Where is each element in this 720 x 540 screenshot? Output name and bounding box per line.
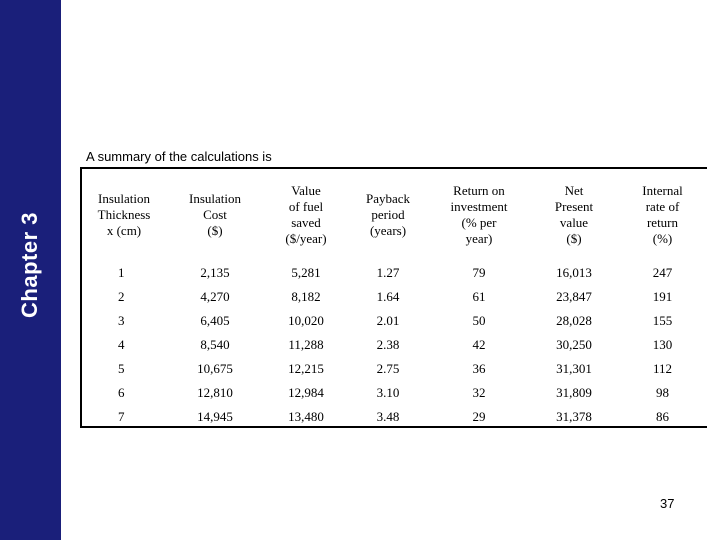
cell-fuel-saved: 12,984: [288, 385, 324, 400]
cell-fuel-saved: 8,182: [291, 289, 321, 304]
cell-npv: 28,028: [556, 313, 592, 328]
table-header-row: [82, 169, 707, 261]
header-fuel-saved: Value of fuel saved ($/year): [285, 183, 327, 246]
cell-thickness: 2: [118, 289, 125, 304]
table-row: [82, 333, 707, 357]
header-npv: Net Present value ($): [554, 183, 594, 246]
cell-roi: 50: [472, 313, 486, 328]
table-row: [82, 261, 707, 285]
table-row: [82, 309, 707, 333]
cell-npv: 16,013: [556, 265, 592, 280]
cell-cost: 4,270: [200, 289, 230, 304]
cell-npv: 31,301: [556, 361, 592, 376]
cell-thickness: 3: [118, 313, 125, 328]
cell-npv: 31,809: [556, 385, 592, 400]
cell-roi: 61: [472, 289, 486, 304]
cell-thickness: 4: [118, 337, 125, 352]
cell-payback: 2.38: [376, 337, 400, 352]
cell-irr: 191: [652, 289, 673, 304]
cell-fuel-saved: 10,020: [288, 313, 324, 328]
table-row: [82, 285, 707, 309]
cell-fuel-saved: 13,480: [288, 409, 324, 424]
cell-cost: 8,540: [200, 337, 230, 352]
header-thickness: Insulation Thickness x (cm): [97, 191, 151, 238]
cell-fuel-saved: 11,288: [288, 337, 324, 352]
cell-roi: 36: [472, 361, 486, 376]
cell-cost: 6,405: [200, 313, 230, 328]
results-table: [82, 169, 707, 429]
sidebar: [0, 0, 61, 540]
cell-roi: 42: [472, 337, 486, 352]
cell-cost: 10,675: [197, 361, 233, 376]
cell-payback: 2.01: [376, 313, 400, 328]
chapter-label: Chapter 3: [17, 212, 42, 318]
cell-payback: 3.10: [376, 385, 400, 400]
cell-payback: 1.64: [376, 289, 400, 304]
cell-irr: 130: [652, 337, 673, 352]
cell-thickness: 6: [118, 385, 125, 400]
cell-irr: 112: [652, 361, 673, 376]
header-payback: Payback period (years): [365, 191, 411, 238]
cell-payback: 2.75: [376, 361, 400, 376]
cell-irr: 98: [656, 385, 669, 400]
cell-cost: 12,810: [197, 385, 233, 400]
cell-thickness: 7: [118, 409, 125, 424]
cell-roi: 29: [472, 409, 486, 424]
cell-cost: 14,945: [197, 409, 233, 424]
cell-payback: 3.48: [376, 409, 400, 424]
cell-thickness: 5: [118, 361, 125, 376]
cell-irr: 155: [652, 313, 673, 328]
cell-npv: 31,378: [556, 409, 592, 424]
header-cost: Insulation Cost ($): [189, 191, 241, 238]
header-roi: Return on investment (% per year): [450, 183, 508, 246]
cell-fuel-saved: 12,215: [288, 361, 324, 376]
cell-payback: 1.27: [376, 265, 400, 280]
table-row: [82, 381, 707, 405]
cell-cost: 2,135: [200, 265, 230, 280]
cell-roi: 32: [472, 385, 486, 400]
cell-npv: 30,250: [556, 337, 592, 352]
cell-irr: 86: [656, 409, 669, 424]
cell-roi: 79: [472, 265, 486, 280]
header-irr: Internal rate of return (%): [642, 183, 683, 246]
cell-irr: 247: [652, 265, 673, 280]
cell-thickness: 1: [118, 265, 125, 280]
summary-text: A summary of the calculations is: [86, 149, 272, 164]
cell-npv: 23,847: [556, 289, 592, 304]
table-row: [82, 357, 707, 381]
table-row: [82, 405, 707, 429]
cell-fuel-saved: 5,281: [291, 265, 321, 280]
page-number: 37: [660, 496, 675, 511]
